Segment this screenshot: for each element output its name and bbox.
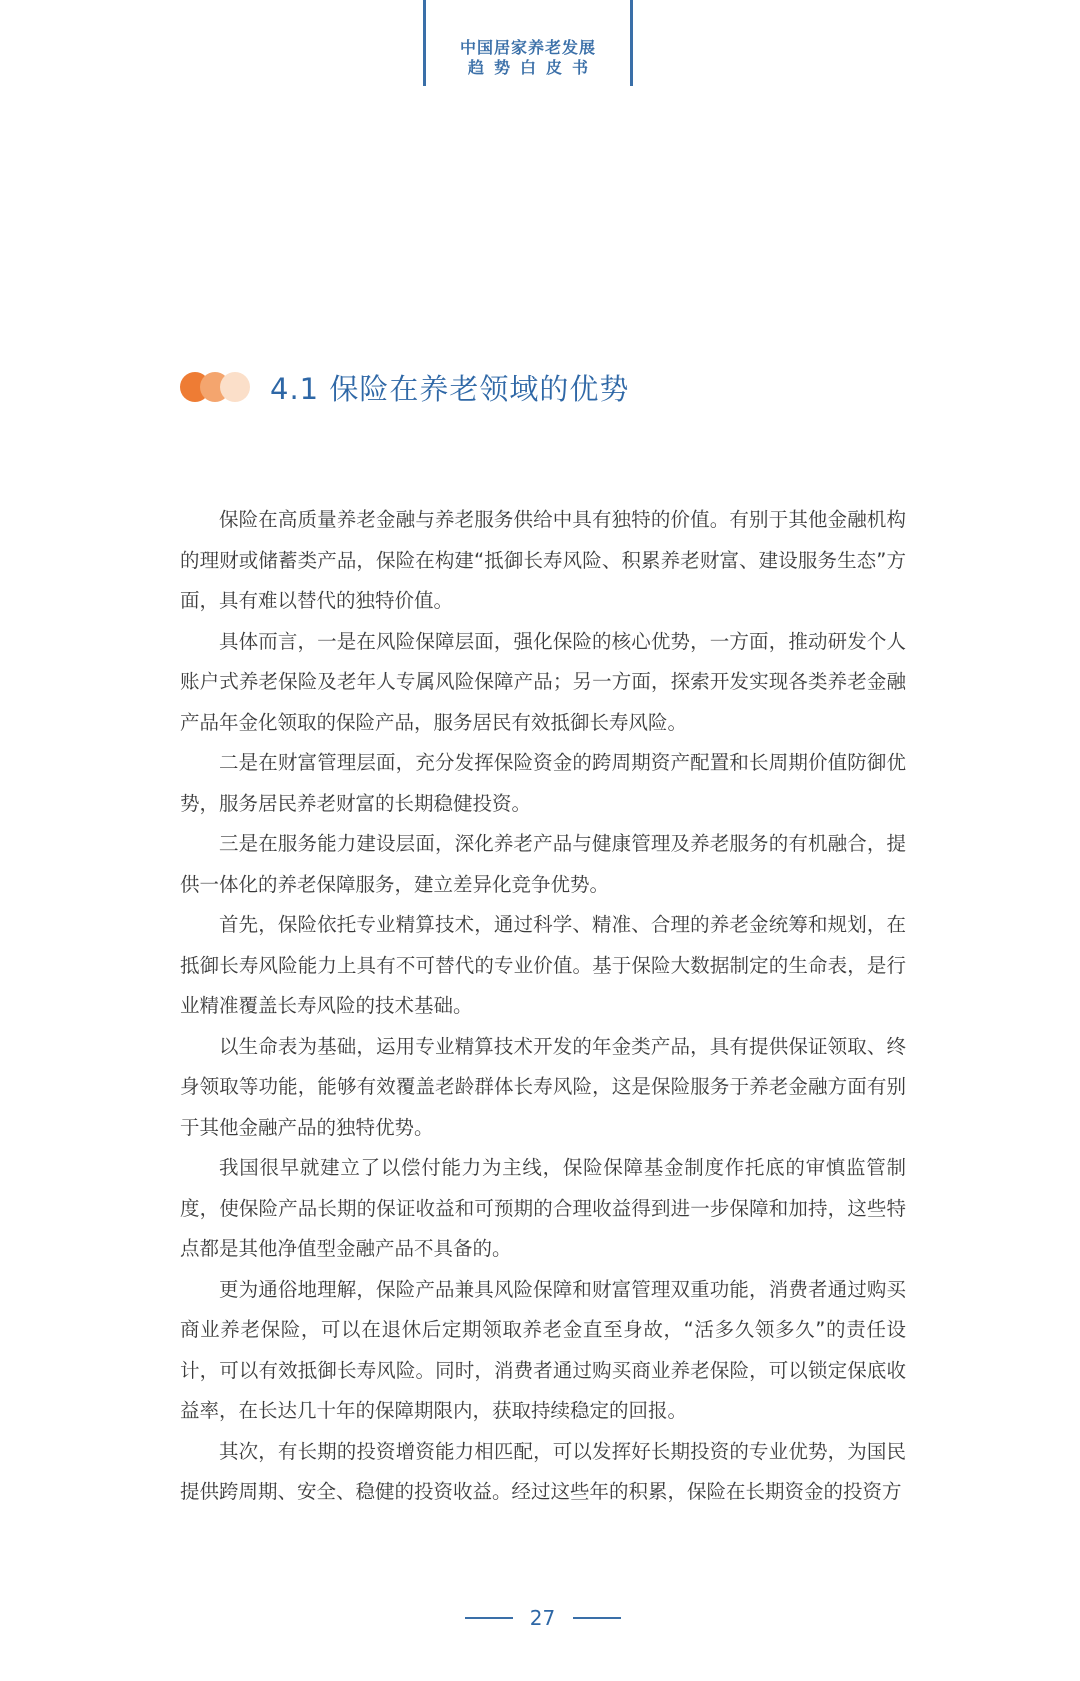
footer-left-rule — [465, 1617, 513, 1619]
body-text — [180, 500, 906, 1513]
paragraph: 更为通俗地理解，保险产品兼具风险保障和财富管理双重功能，消费者通过购买商业养老保险，可以在退休后定期领取养老金直至身故，“活多久领多久”的责任设计，可以有效抵御长寿风险。同时，消费者通过购买商业养老保险，可以锁定保底收益率，在长达几十年的保障期限内，获取持续稳定的回报。 — [180, 1277, 906, 1422]
header-right-rule — [630, 0, 633, 86]
header-title-line1: 中国居家养老发展 — [459, 38, 596, 57]
footer-right-rule — [573, 1617, 621, 1619]
section-heading — [180, 362, 629, 412]
paragraph: 其次，有长期的投资增资能力相匹配，可以发挥好长期投资的专业优势，为国民提供跨周期、安全、稳健的投资收益。经过这些年的积累，保险在长期资金的投资方 — [180, 1439, 906, 1503]
paragraph: 以生命表为基础，运用专业精算技术开发的年金类产品，具有提供保证领取、终身领取等功能，能够有效覆盖老龄群体长寿风险，这是保险服务于养老金融方面有别于其他金融产品的独特优势。 — [180, 1034, 906, 1139]
paragraph: 保险在高质量养老金融与养老服务供给中具有独特的价值。有别于其他金融机构的理财或储蓄类产品，保险在构建“抵御长寿风险、积累养老财富、建设服务生态”方面，具有难以替代的独特价值。 — [180, 508, 906, 612]
paragraph: 三是在服务能力建设层面，深化养老产品与健康管理及养老服务的有机融合，提供一体化的养老保障服务，建立差异化竞争优势。 — [180, 832, 906, 896]
pale-orange-dot-icon — [220, 372, 250, 402]
page-number: 27 — [529, 1606, 556, 1630]
paragraph: 我国很早就建立了以偿付能力为主线，保险保障基金制度作托底的审慎监管制度，使保险产品长期的保证收益和可预期的合理收益得到进一步保障和加持，这些特点都是其他净值型金融产品不具备的。 — [180, 1156, 906, 1260]
paragraph: 首先，保险依托专业精算技术，通过科学、精准、合理的养老金统筹和规划，在抵御长寿风险能力上具有不可替代的专业价值。基于保险大数据制定的生命表，是行业精准覆盖长寿风险的技术基础。 — [180, 913, 906, 1017]
section-title: 4.1 保险在养老领域的优势 — [270, 371, 630, 406]
paragraph: 具体而言，一是在风险保障层面，强化保险的核心优势，一方面，推动研发个人账户式养老保险及老年人专属风险保障产品；另一方面，探索开发实现各类养老金融产品年金化领取的保险产品，服务居民有效抵御长寿风险。 — [180, 629, 906, 734]
running-header — [423, 0, 633, 88]
page-footer — [0, 1598, 1080, 1638]
paragraph: 二是在财富管理层面，充分发挥保险资金的跨周期资产配置和长周期价值防御优势，服务居民养老财富的长期稳健投资。 — [180, 751, 906, 815]
header-title-line2: 趋势白皮书 — [467, 58, 598, 77]
heading-dots-icon — [180, 369, 262, 405]
